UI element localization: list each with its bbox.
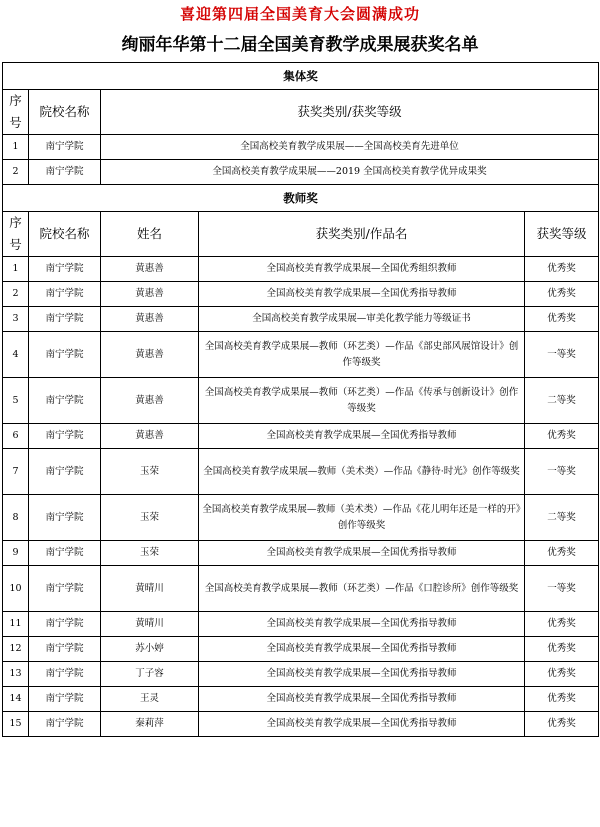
cell-name: 丁子容 <box>101 662 199 687</box>
cell-school: 南宁学院 <box>29 637 101 662</box>
table-row <box>3 332 599 378</box>
cell-school: 南宁学院 <box>29 541 101 566</box>
table-row <box>3 378 599 424</box>
cell-name: 王灵 <box>101 687 199 712</box>
cell-school: 南宁学院 <box>29 662 101 687</box>
cell-seq: 5 <box>3 378 29 424</box>
cell-seq: 10 <box>3 566 29 612</box>
cell-level: 一等奖 <box>525 449 599 495</box>
cell-name: 玉荣 <box>101 495 199 541</box>
group-section-header <box>3 63 599 90</box>
table-row <box>3 257 599 282</box>
teacher-section-header <box>3 185 599 212</box>
cell-name: 黄惠善 <box>101 307 199 332</box>
cell-level: 二等奖 <box>525 495 599 541</box>
cell-seq: 15 <box>3 712 29 737</box>
cell-award: 全国高校美育教学成果展—全国优秀指导教师 <box>199 712 525 737</box>
group-header-row <box>3 90 599 135</box>
table-row <box>3 135 599 160</box>
page-title: 绚丽年华第十二届全国美育教学成果展获奖名单 <box>121 35 479 55</box>
cell-seq: 11 <box>3 612 29 637</box>
col-header-name: 姓名 <box>101 212 199 257</box>
cell-seq: 1 <box>3 257 29 282</box>
cell-award: 全国高校美育教学成果展—全国优秀指导教师 <box>199 541 525 566</box>
cell-seq: 2 <box>3 282 29 307</box>
table-row <box>3 495 599 541</box>
cell-name: 玉荣 <box>101 449 199 495</box>
cell-award: 全国高校美育教学成果展—全国优秀指导教师 <box>199 687 525 712</box>
cell-level: 优秀奖 <box>525 612 599 637</box>
cell-school: 南宁学院 <box>29 495 101 541</box>
cell-award: 全国高校美育教学成果展—全国优秀指导教师 <box>199 612 525 637</box>
cell-seq: 13 <box>3 662 29 687</box>
cell-level: 优秀奖 <box>525 662 599 687</box>
col-header-school: 院校名称 <box>29 212 101 257</box>
table-row <box>3 687 599 712</box>
col-header-category-level: 获奖类别/获奖等级 <box>101 90 599 135</box>
cell-name: 秦莉萍 <box>101 712 199 737</box>
col-header-seq: 序号 <box>3 90 29 135</box>
cell-level: 优秀奖 <box>525 307 599 332</box>
cell-name: 黄晴川 <box>101 566 199 612</box>
group-section-title: 集体奖 <box>3 63 599 90</box>
cell-school: 南宁学院 <box>29 135 101 160</box>
cell-school: 南宁学院 <box>29 257 101 282</box>
cell-seq: 8 <box>3 495 29 541</box>
cell-school: 南宁学院 <box>29 160 101 185</box>
cell-seq: 1 <box>3 135 29 160</box>
cell-name: 玉荣 <box>101 541 199 566</box>
cell-award: 全国高校美育教学成果展—全国优秀指导教师 <box>199 662 525 687</box>
table-row <box>3 307 599 332</box>
cell-seq: 14 <box>3 687 29 712</box>
teacher-header-row <box>3 212 599 257</box>
cell-seq: 7 <box>3 449 29 495</box>
cell-award: 全国高校美育教学成果展——2019 全国高校美育教学优异成果奖 <box>101 160 599 185</box>
cell-school: 南宁学院 <box>29 307 101 332</box>
cell-name: 黄晴川 <box>101 612 199 637</box>
cell-level: 优秀奖 <box>525 257 599 282</box>
cell-seq: 2 <box>3 160 29 185</box>
cell-award: 全国高校美育教学成果展—教师（环艺类）—作品《部史部风展馆设计》创作等级奖 <box>199 332 525 378</box>
cell-level: 优秀奖 <box>525 712 599 737</box>
cell-name: 黄惠善 <box>101 257 199 282</box>
cell-level: 二等奖 <box>525 378 599 424</box>
cell-name: 黄惠善 <box>101 424 199 449</box>
cell-name: 黄惠善 <box>101 332 199 378</box>
table-row <box>3 282 599 307</box>
cell-school: 南宁学院 <box>29 687 101 712</box>
cell-school: 南宁学院 <box>29 612 101 637</box>
cell-seq: 6 <box>3 424 29 449</box>
cell-school: 南宁学院 <box>29 449 101 495</box>
table-row <box>3 662 599 687</box>
cell-school: 南宁学院 <box>29 282 101 307</box>
cell-seq: 4 <box>3 332 29 378</box>
cell-school: 南宁学院 <box>29 712 101 737</box>
table-row <box>3 160 599 185</box>
table-row <box>3 712 599 737</box>
cell-school: 南宁学院 <box>29 332 101 378</box>
cell-award: 全国高校美育教学成果展—审美化教学能力等级证书 <box>199 307 525 332</box>
cell-award: 全国高校美育教学成果展—教师（环艺类）—作品《口腔诊所》创作等级奖 <box>199 566 525 612</box>
table-row <box>3 541 599 566</box>
cell-school: 南宁学院 <box>29 424 101 449</box>
cell-level: 一等奖 <box>525 566 599 612</box>
cell-award: 全国高校美育教学成果展—教师（美术类）—作品《花儿明年还是一样的开》创作等级奖 <box>199 495 525 541</box>
awards-table <box>2 62 599 737</box>
col-header-school: 院校名称 <box>29 90 101 135</box>
banner: 喜迎第四届全国美育大会圆满成功 <box>179 5 420 23</box>
table-row <box>3 612 599 637</box>
cell-level: 一等奖 <box>525 332 599 378</box>
cell-seq: 12 <box>3 637 29 662</box>
table-row <box>3 424 599 449</box>
cell-name: 黄惠善 <box>101 282 199 307</box>
cell-level: 优秀奖 <box>525 637 599 662</box>
cell-award: 全国高校美育教学成果展——全国高校美育先进单位 <box>101 135 599 160</box>
cell-award: 全国高校美育教学成果展—全国优秀指导教师 <box>199 282 525 307</box>
cell-level: 优秀奖 <box>525 424 599 449</box>
cell-level: 优秀奖 <box>525 687 599 712</box>
cell-seq: 3 <box>3 307 29 332</box>
col-header-seq: 序号 <box>3 212 29 257</box>
col-header-category-work: 获奖类别/作品名 <box>199 212 525 257</box>
cell-name: 黄惠善 <box>101 378 199 424</box>
cell-school: 南宁学院 <box>29 378 101 424</box>
table-row <box>3 566 599 612</box>
teacher-section-title: 教师奖 <box>3 185 599 212</box>
col-header-level: 获奖等级 <box>525 212 599 257</box>
cell-name: 苏小婷 <box>101 637 199 662</box>
cell-award: 全国高校美育教学成果展—全国优秀指导教师 <box>199 424 525 449</box>
table-row <box>3 637 599 662</box>
table-row <box>3 449 599 495</box>
cell-school: 南宁学院 <box>29 566 101 612</box>
cell-award: 全国高校美育教学成果展—教师（环艺类）—作品《传承与创新设计》创作等级奖 <box>199 378 525 424</box>
cell-award: 全国高校美育教学成果展—教师（美术类）—作品《静待·时光》创作等级奖 <box>199 449 525 495</box>
cell-award: 全国高校美育教学成果展—全国优秀指导教师 <box>199 637 525 662</box>
cell-level: 优秀奖 <box>525 282 599 307</box>
cell-award: 全国高校美育教学成果展—全国优秀组织教师 <box>199 257 525 282</box>
cell-level: 优秀奖 <box>525 541 599 566</box>
cell-seq: 9 <box>3 541 29 566</box>
